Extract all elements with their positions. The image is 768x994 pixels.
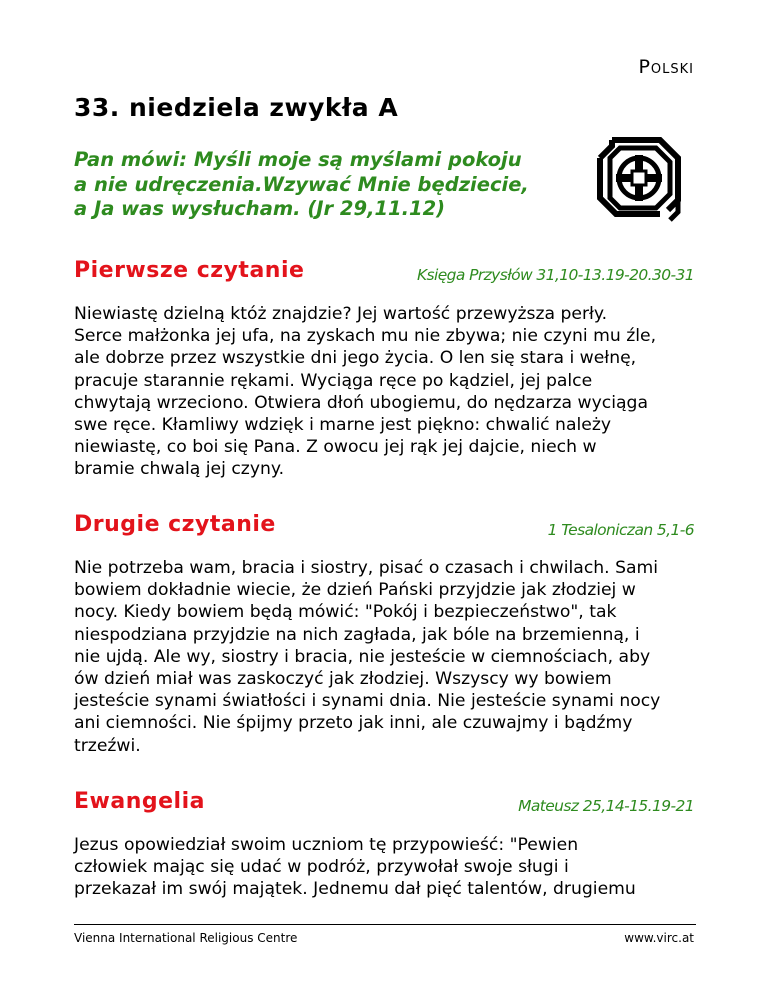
section-reference: Księga Przysłów 31,10-13.19-20.30-31 xyxy=(416,266,694,284)
footer-divider xyxy=(74,924,696,925)
footer-organization: Vienna International Religious Centre xyxy=(74,931,298,945)
section-title-first-reading: Pierwsze czytanie xyxy=(74,258,305,283)
text-line: niespodziana przyjdzie na nich zagłada, jak bóle na brzemienną, i xyxy=(74,624,640,645)
text-line: chwytają wrzeciono. Otwiera dłoń ubogiemu, do nędzarza wyciąga xyxy=(74,392,648,413)
text-line: Serce małżonka jej ufa, na zyskach mu nie zbywa; nie czyni mu źle, xyxy=(74,326,657,347)
text-line: niewiastę, co boi się Pana. Z owocu jej rąk jej dajcie, niech w xyxy=(74,437,597,458)
reading-text xyxy=(74,303,714,481)
text-line: przekazał im swój majątek. Jednemu dał pięć talentów, drugiemu xyxy=(74,879,636,900)
page-title: 33. niedziela zwykła A xyxy=(74,93,399,122)
text-line: bramie chwalą jej czyny. xyxy=(74,459,285,480)
cross-emblem-icon xyxy=(590,128,688,226)
text-line: jesteście synami światłości i synami dnia. Nie jesteście synami nocy xyxy=(74,691,661,712)
text-line: bowiem dokładnie wiecie, że dzień Pański przyjdzie jak złodziej w xyxy=(74,580,636,601)
section-title-gospel: Ewangelia xyxy=(74,789,205,814)
section-reference: 1 Tesaloniczan 5,1-6 xyxy=(547,521,694,539)
language-label: Polski xyxy=(638,56,694,78)
text-line: Jezus opowiedział swoim uczniom tę przypowieść: "Pewien xyxy=(74,835,579,855)
section-title-second-reading: Drugie czytanie xyxy=(74,512,276,537)
motto-line: a Ja was wysłucham. (Jr 29,11.12) xyxy=(74,197,446,220)
text-line: nocy. Kiedy bowiem będą mówić: "Pokój i bezpieczeństwo", tak xyxy=(74,602,617,623)
text-line: Nie potrzeba wam, bracia i siostry, pisać o czasach i chwilach. Sami xyxy=(74,558,659,578)
footer-website: www.virc.at xyxy=(624,931,694,945)
text-line: ów dzień miał was zaskoczyć jak złodziej. Wszyscy wy bowiem xyxy=(74,669,612,690)
text-line: trzeźwi. xyxy=(74,735,141,756)
motto-line: Pan mówi: Myśli moje są myślami pokoju xyxy=(74,148,522,171)
section-reference: Mateusz 25,14-15.19-21 xyxy=(518,797,694,815)
motto-quote xyxy=(74,148,534,222)
text-line: pracuje starannie rękami. Wyciąga ręce po kądziel, jej palce xyxy=(74,370,593,391)
text-line: swe ręce. Kłamliwy wdzięk i marne jest piękno: chwalić należy xyxy=(74,415,612,436)
motto-line: a nie udręczenia.Wzywać Mnie będziecie, xyxy=(74,172,529,196)
reading-text xyxy=(74,557,714,757)
text-line: człowiek mając się udać w podróż, przywołał swoje sługi i xyxy=(74,857,569,878)
text-line: ale dobrze przez wszystkie dni jego życia. O len się stara i wełnę, xyxy=(74,348,637,369)
text-line: Niewiastę dzielną któż znajdzie? Jej wartość przewyższa perły. xyxy=(74,304,608,324)
text-line: ani ciemności. Nie śpijmy przeto jak inni, ale czuwajmy i bądźmy xyxy=(74,713,633,734)
text-line: nie ujdą. Ale wy, siostry i bracia, nie jesteście w ciemnościach, aby xyxy=(74,646,651,667)
reading-text xyxy=(74,834,714,901)
